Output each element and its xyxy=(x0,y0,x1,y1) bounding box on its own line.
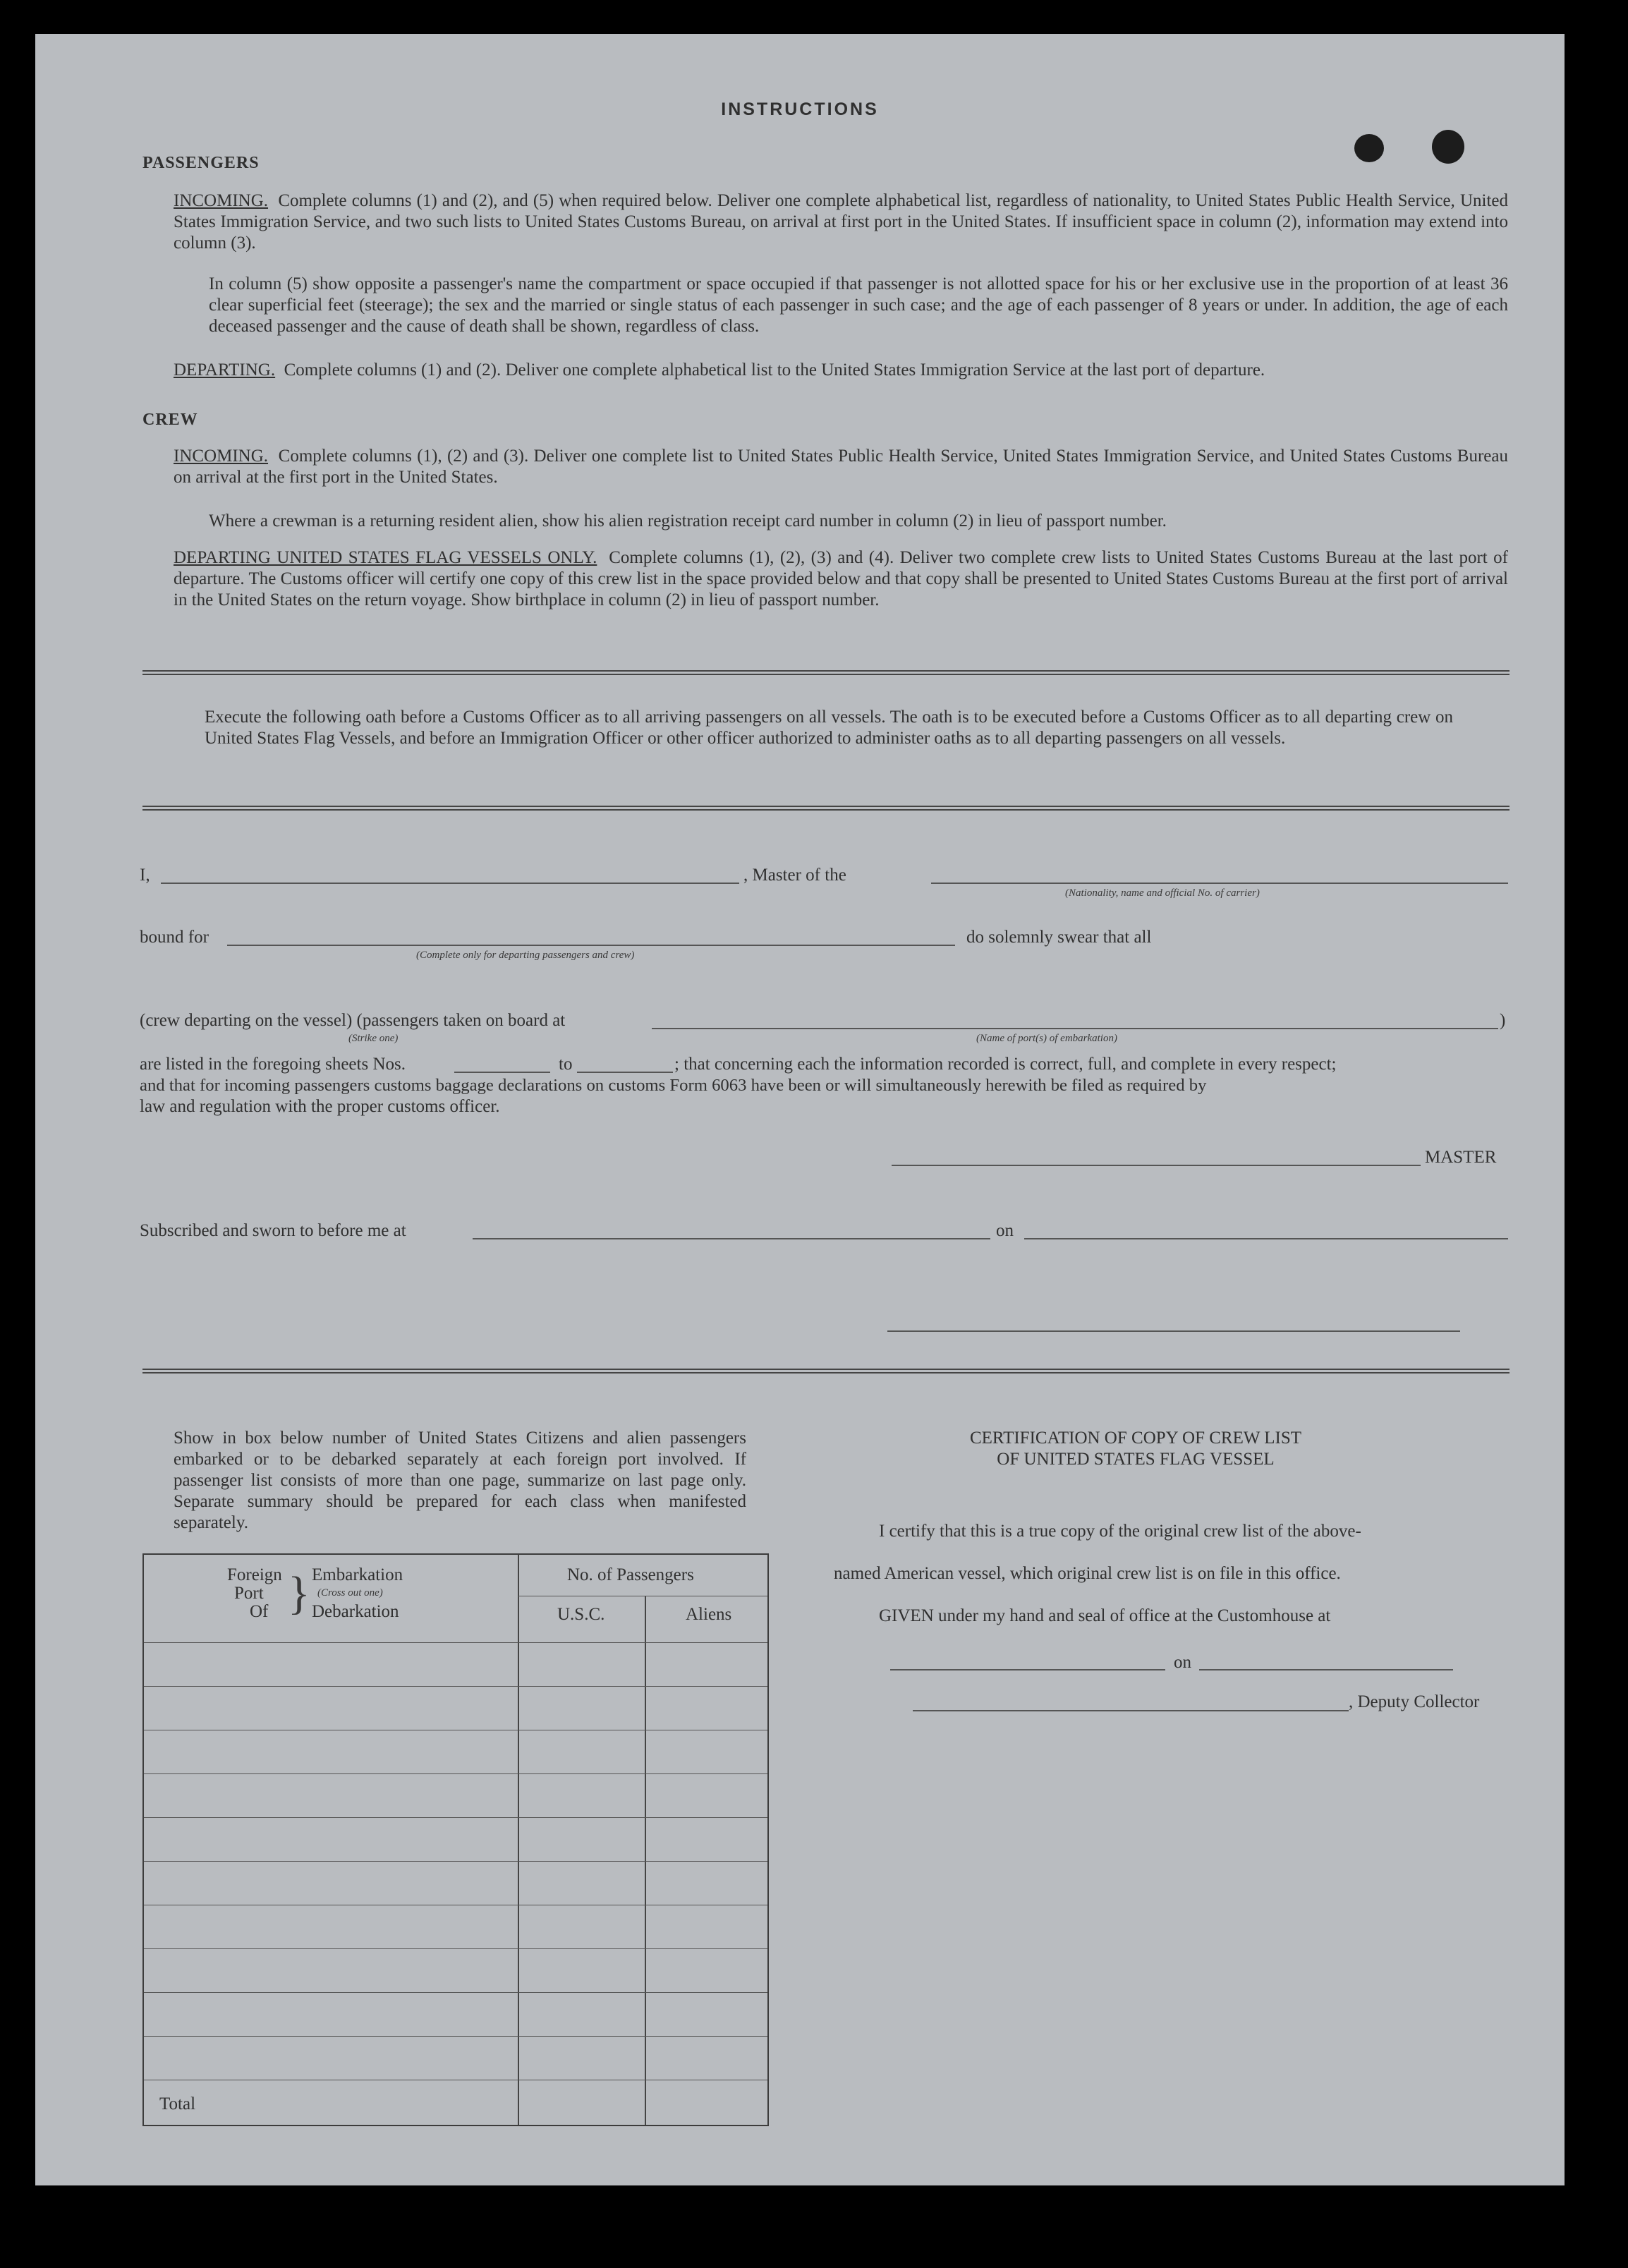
oath-line2: and that for incoming passengers customs baggage declarations on customs Form 6063 have been or will simultaneously herewith be filed as required by xyxy=(140,1076,1207,1095)
col-port: Port xyxy=(234,1584,264,1603)
sworn-date-field[interactable] xyxy=(1024,1238,1508,1239)
total-label: Total xyxy=(159,2094,196,2114)
col-embarkation: Embarkation xyxy=(312,1565,403,1584)
crew-departing xyxy=(174,547,1508,611)
passengers-column5-text: In column (5) show opposite a passenger's name the compartment or space occupied if that passenger is not allotted space for his or her exclusive use in the proportion of at least 36 clear superficial feet (steerage); the sex and the married or single status of each passenger in such case; and the age of each passenger of 8 years or under. In addition, the age of each deceased passenger and the cause of death shall be shown, regardless of class. xyxy=(209,274,1508,336)
crew-resident xyxy=(209,511,1508,532)
bound-for-caption: (Complete only for departing passengers and crew) xyxy=(416,950,635,961)
crew-resident-text: Where a crewman is a returning resident alien, show his alien registration receipt card number in column (2) in lieu of passport number. xyxy=(209,511,1167,530)
crew-incoming-label: INCOMING. xyxy=(174,447,269,466)
table-row[interactable] xyxy=(144,1686,767,1687)
oath-i-label: I, xyxy=(140,866,150,885)
listed-text: ; that concerning each the information recorded is correct, full, and complete in every respect; xyxy=(674,1055,1337,1074)
crew-departing-label: DEPARTING UNITED STATES FLAG VESSELS ONLY. xyxy=(174,548,597,567)
certification-title-1: CERTIFICATION OF COPY OF CREW LIST xyxy=(969,1429,1302,1448)
oath-instructions-text: Execute the following oath before a Customs Officer as to all arriving passengers on all vessels. The oath is to be executed before a Customs Officer as to all departing crew on United States Flag Vessels, and before an Immigration Officer or other officer authorized to administer oaths as to all departing passengers on all vessels. xyxy=(205,708,1453,748)
table-divider xyxy=(518,1555,519,2125)
oath-line3: law and regulation with the proper customs officer. xyxy=(140,1097,500,1116)
bound-for-field[interactable] xyxy=(227,945,955,946)
page-title: INSTRUCTIONS xyxy=(721,99,879,119)
certification-date-field[interactable] xyxy=(1199,1669,1453,1670)
bound-for-label: bound for xyxy=(140,928,209,947)
section-divider xyxy=(142,1369,1509,1373)
sheet-to-field[interactable] xyxy=(577,1072,673,1073)
listed-label: are listed in the foregoing sheets Nos. xyxy=(140,1055,406,1074)
passengers-incoming xyxy=(174,190,1508,254)
given-line: GIVEN under my hand and seal of office at the Customhouse at xyxy=(879,1606,1331,1625)
col-crossout: (Cross out one) xyxy=(317,1587,383,1599)
strike-caption: (Strike one) xyxy=(348,1033,399,1044)
master-signature-field[interactable] xyxy=(892,1165,1421,1166)
col-aliens: Aliens xyxy=(686,1605,732,1624)
form-sheet xyxy=(35,34,1565,2185)
master-of-label: , Master of the xyxy=(743,866,846,885)
close-paren: ) xyxy=(1500,1011,1506,1030)
carrier-field[interactable] xyxy=(931,883,1508,884)
table-row[interactable] xyxy=(144,1817,767,1818)
brace: } xyxy=(288,1567,310,1619)
carrier-caption: (Nationality, name and official No. of carrier) xyxy=(1065,887,1260,899)
table-row[interactable] xyxy=(144,2036,767,2037)
embarkation-caption: (Name of port(s) of embarkation) xyxy=(976,1033,1117,1044)
passengers-incoming-text: Complete columns (1) and (2), and (5) when required below. Deliver one complete alphabetical list, regardless of nationality, to United States Public Health Service, United States Immigration Service, and two such lists to United States Customs Bureau, on arrival at first port in the United States. If insufficient space in column (2), information may extend into column (3). xyxy=(174,191,1508,253)
certify-line-2: named American vessel, which original crew list is on file in this office. xyxy=(834,1564,1341,1583)
crew-incoming xyxy=(174,446,1508,488)
table-row[interactable] xyxy=(144,1992,767,1993)
passengers-departing-label: DEPARTING. xyxy=(174,360,276,380)
master-name-field[interactable] xyxy=(161,883,739,884)
col-of: Of xyxy=(250,1602,269,1621)
certify-line-1: I certify that this is a true copy of the original crew list of the above- xyxy=(879,1522,1361,1541)
embarkation-field[interactable] xyxy=(652,1028,1498,1029)
customhouse-field[interactable] xyxy=(890,1669,1165,1670)
ink-smudge xyxy=(1354,134,1384,162)
listed-to-label: to xyxy=(559,1055,573,1074)
subscribed-label: Subscribed and sworn to before me at xyxy=(140,1221,406,1240)
swear-label: do solemnly swear that all xyxy=(966,928,1152,947)
passengers-column5 xyxy=(209,274,1508,337)
section-divider xyxy=(142,806,1509,811)
crew-departing-label: (crew departing on the vessel) (passengers taken on board at xyxy=(140,1011,566,1030)
crew-incoming-text: Complete columns (1), (2) and (3). Deliver one complete list to United States Public Health Service, United States Immigration Service, and United States Customs Bureau on arrival at the first port in the United States. xyxy=(174,447,1508,487)
certification-title-2: OF UNITED STATES FLAG VESSEL xyxy=(997,1450,1275,1469)
col-debarkation: Debarkation xyxy=(312,1602,399,1621)
section-divider xyxy=(142,670,1509,675)
passengers-departing xyxy=(174,360,1508,381)
oath-instructions xyxy=(205,707,1453,749)
certification-on-label: on xyxy=(1174,1653,1191,1672)
col-usc: U.S.C. xyxy=(557,1605,605,1624)
table-row[interactable] xyxy=(144,1642,767,1643)
table-row[interactable] xyxy=(144,1861,767,1862)
passenger-summary-table xyxy=(142,1553,769,2126)
sworn-place-field[interactable] xyxy=(473,1238,990,1239)
col-foreign: Foreign xyxy=(227,1565,282,1584)
crew-departing-text: Complete columns (1), (2), (3) and (4). Deliver two complete crew lists to United States Customs Bureau at the last port of departure. The Customs officer will certify one copy of this crew list in the space provided below and that copy shall be presented to United States Customs Bureau at the first port of arrival in the United States on the return voyage. Show birthplace in column (2) in lieu of passport number. xyxy=(174,548,1508,610)
deputy-signature-field[interactable] xyxy=(913,1710,1349,1711)
ink-smudge xyxy=(1432,130,1464,164)
table-divider xyxy=(645,1596,646,2125)
sheet-from-field[interactable] xyxy=(454,1072,550,1073)
summary-instructions-text: Show in box below number of United States Citizens and alien passengers embarked or to be debarked separately at each foreign port involved. If passenger list consists of more than one page, summarize on last page only. Separate summary should be prepared for each class when manifested separately. xyxy=(174,1429,746,1532)
summary-instructions xyxy=(174,1428,746,1534)
passengers-incoming-label: INCOMING. xyxy=(174,191,269,210)
officer-signature-field[interactable] xyxy=(887,1330,1460,1332)
crew-heading: CREW xyxy=(142,411,198,429)
passengers-heading: PASSENGERS xyxy=(142,154,260,172)
table-row[interactable] xyxy=(144,1773,767,1774)
deputy-collector-label: , Deputy Collector xyxy=(1349,1692,1480,1711)
subscribed-on-label: on xyxy=(996,1221,1014,1240)
table-row[interactable] xyxy=(144,1948,767,1949)
master-label: MASTER xyxy=(1425,1148,1497,1167)
passengers-departing-text: Complete columns (1) and (2). Deliver one complete alphabetical list to the United States Immigration Service at the last port of departure. xyxy=(284,360,1265,380)
col-passengers: No. of Passengers xyxy=(567,1565,694,1584)
